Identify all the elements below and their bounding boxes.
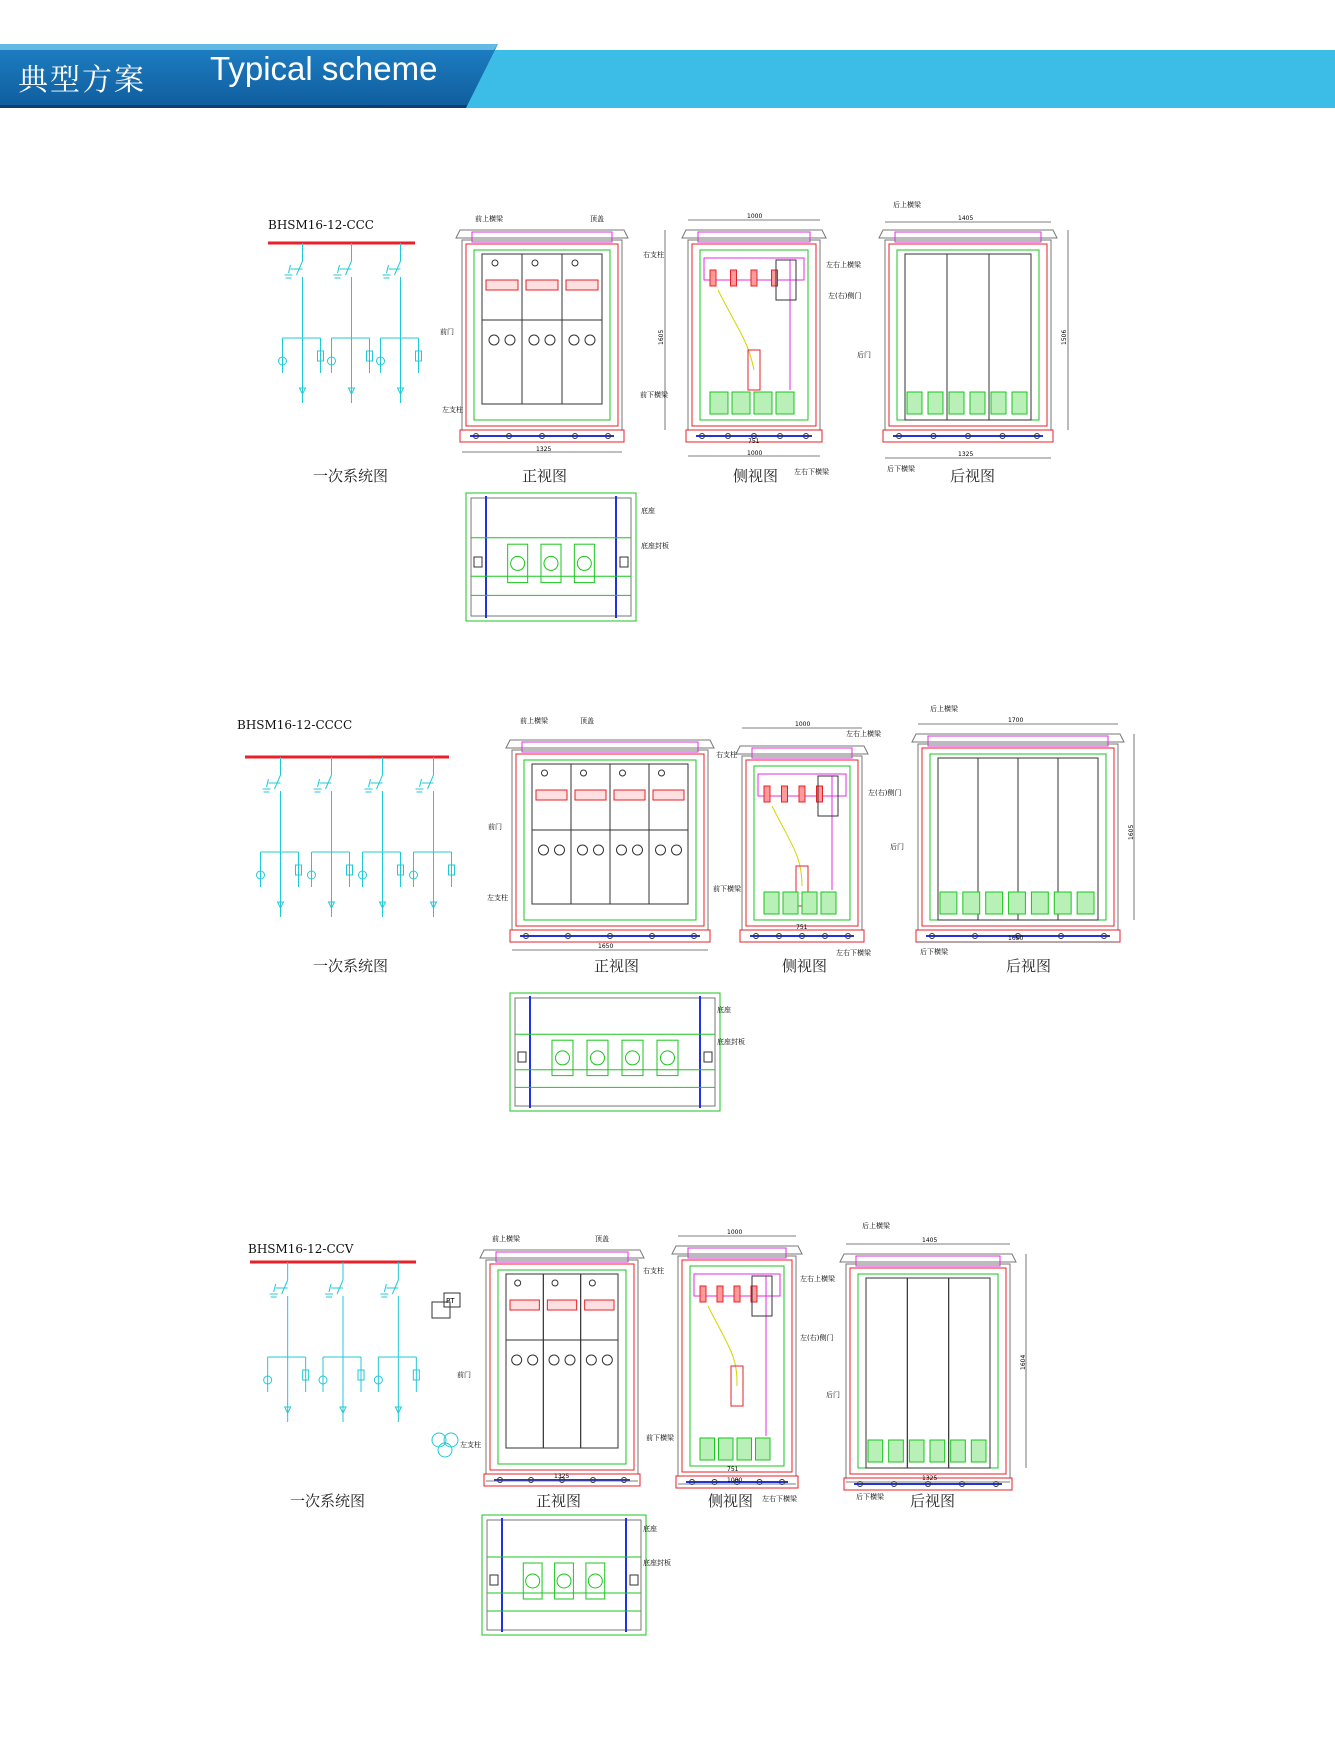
caption-primary: 一次系统图 [313, 467, 389, 485]
dim-side-inner: 751 [748, 438, 760, 445]
callout-left-pillar: 左支柱 [487, 894, 508, 902]
caption-side: 侧视图 [733, 467, 779, 485]
dim-front-width: 1325 [536, 446, 552, 453]
callout-side-top-beam: 左右上横梁 [826, 261, 861, 269]
callout-side-bottom-beam: 左右下横梁 [794, 468, 829, 476]
callout-left-pillar: 左支柱 [442, 406, 463, 414]
pt-label: PT [446, 1297, 455, 1305]
callout-rear-door: 后门 [857, 351, 871, 359]
callout-base: 底座 [717, 1006, 731, 1014]
scheme-model: BHSM16-12-CCC [268, 218, 374, 232]
callout-side-door: 左(右)侧门 [868, 789, 902, 797]
callout-base: 底座 [643, 1525, 657, 1533]
dim-rear-height: 1604 [1020, 1354, 1027, 1370]
callout-front-door: 前门 [440, 328, 454, 336]
dim-side-inner: 751 [796, 924, 808, 931]
dim-side-top: 1000 [727, 1229, 743, 1236]
dim-front-width: 1650 [598, 943, 614, 950]
page-title-en: Typical scheme [210, 50, 438, 87]
callout-rear-bottom-beam: 后下横梁 [920, 948, 948, 956]
callout-front-bottom-beam: 前下横梁 [646, 1434, 674, 1442]
callout-roof: 顶盖 [595, 1235, 609, 1243]
dim-side-top: 1000 [795, 721, 811, 728]
callout-base-plate: 底座封板 [643, 1559, 671, 1567]
scheme-model: BHSM16-12-CCCC [237, 718, 353, 732]
callout-side-bottom-beam: 左右下横梁 [762, 1495, 797, 1503]
caption-side: 侧视图 [708, 1492, 754, 1510]
callout-side-top-beam: 左右上横梁 [800, 1275, 835, 1283]
dim-side-bottom: 1000 [747, 450, 763, 457]
caption-front: 正视图 [594, 957, 640, 975]
dim-rear-height: 1506 [1061, 329, 1068, 345]
page-title-cn: 典型方案 [18, 63, 146, 98]
dim-front-height: 1605 [658, 329, 665, 345]
dim-rear-bottom: 1325 [958, 451, 974, 458]
dim-rear-bottom: 1650 [1008, 935, 1024, 942]
callout-right-pillar: 右支柱 [643, 1267, 664, 1275]
callout-roof: 顶盖 [590, 215, 604, 223]
scheme-model: BHSM16-12-CCV [248, 1242, 354, 1256]
callout-base: 底座 [641, 507, 655, 515]
feeder-branch [264, 1262, 309, 1422]
callout-right-pillar: 右支柱 [716, 751, 737, 759]
caption-side: 侧视图 [782, 957, 828, 975]
pt-branch [432, 1302, 458, 1457]
callout-rear-top-beam: 后上横梁 [893, 201, 921, 209]
callout-rear-door: 后门 [890, 843, 904, 851]
dim-side-inner: 751 [727, 1466, 739, 1473]
callout-front-door: 前门 [488, 823, 502, 831]
front-view [480, 1250, 644, 1486]
caption-front: 正视图 [522, 467, 568, 485]
feeder-branch [374, 1262, 419, 1422]
caption-rear: 后视图 [950, 467, 996, 485]
callout-front-bottom-beam: 前下横梁 [713, 885, 741, 893]
caption-primary: 一次系统图 [313, 957, 389, 975]
callout-left-pillar: 左支柱 [460, 1441, 481, 1449]
rear-view [840, 1254, 1016, 1490]
dim-rear-top: 1405 [922, 1237, 938, 1244]
callout-front-top-beam: 前上横梁 [492, 1235, 520, 1243]
callout-rear-top-beam: 后上横梁 [862, 1222, 890, 1230]
callout-side-door: 左(右)侧门 [800, 1334, 834, 1342]
side-view [672, 1246, 802, 1488]
dim-rear-height: 1605 [1128, 824, 1135, 840]
base-plan [482, 1515, 646, 1635]
callout-rear-door: 后门 [826, 1391, 840, 1399]
callout-front-door: 前门 [457, 1371, 471, 1379]
caption-rear: 后视图 [1006, 957, 1052, 975]
callout-right-pillar: 右支柱 [643, 251, 664, 259]
dim-rear-top: 1700 [1008, 717, 1024, 724]
callout-front-top-beam: 前上横梁 [475, 215, 503, 223]
callout-side-top-beam: 左右上横梁 [846, 730, 881, 738]
callout-rear-bottom-beam: 后下横梁 [856, 1493, 884, 1501]
dim-rear-bottom: 1325 [922, 1475, 938, 1482]
callout-base-plate: 底座封板 [641, 542, 669, 550]
callout-rear-bottom-beam: 后下横梁 [887, 465, 915, 473]
callout-side-door: 左(右)侧门 [828, 292, 862, 300]
feeder-branch [319, 1262, 364, 1422]
callout-front-bottom-beam: 前下横梁 [640, 391, 668, 399]
callout-rear-top-beam: 后上横梁 [930, 705, 958, 713]
dim-side-bottom: 1000 [727, 1477, 743, 1484]
caption-front: 正视图 [536, 1492, 582, 1510]
dim-rear-top: 1405 [958, 215, 974, 222]
dim-side-top: 1000 [747, 213, 763, 220]
caption-rear: 后视图 [910, 1492, 956, 1510]
callout-base-plate: 底座封板 [717, 1038, 745, 1046]
dim-front-width: 1325 [554, 1473, 570, 1480]
callout-front-top-beam: 前上横梁 [520, 717, 548, 725]
callout-roof: 顶盖 [580, 717, 594, 725]
callout-side-bottom-beam: 左右下横梁 [836, 949, 871, 957]
caption-primary: 一次系统图 [290, 1492, 366, 1510]
